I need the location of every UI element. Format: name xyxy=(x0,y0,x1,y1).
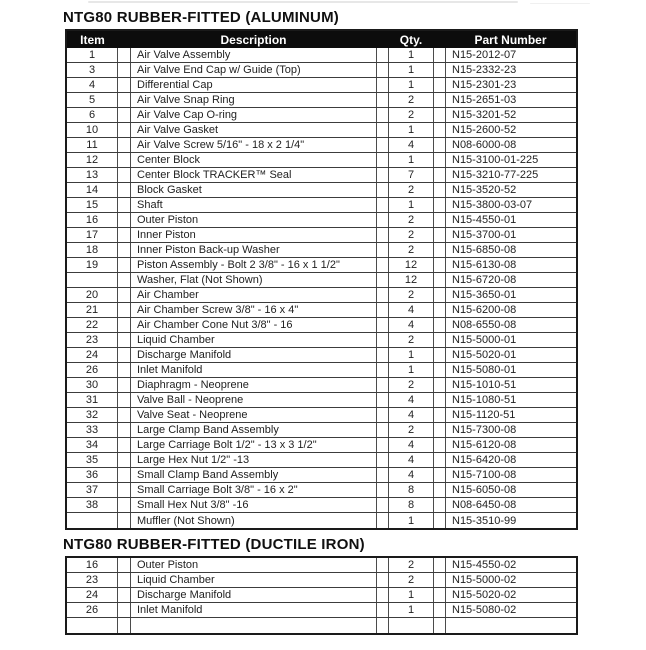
cell-item-number: 22 xyxy=(67,318,118,332)
cell-part-number: N15-2332-23 xyxy=(445,63,576,77)
cell-part-number: N15-6120-08 xyxy=(445,438,576,452)
cell-part-number: N15-7300-08 xyxy=(445,423,576,437)
table-row xyxy=(67,333,576,348)
cell-item-number: 23 xyxy=(67,333,118,347)
cell-part-number: N15-6050-08 xyxy=(445,483,576,497)
cell-item-number: 24 xyxy=(67,588,118,602)
table-row xyxy=(67,318,576,333)
cell-part-number: N15-5080-02 xyxy=(445,603,576,617)
cell-part-number: N15-3201-52 xyxy=(445,108,576,122)
cell-item-number: 38 xyxy=(67,498,118,512)
cell-qty: 1 xyxy=(388,153,434,167)
cell-item-number: 35 xyxy=(67,453,118,467)
cell-part-number: N15-3800-03-07 xyxy=(445,198,576,212)
cell-part-number: N15-3520-52 xyxy=(445,183,576,197)
table-row xyxy=(67,423,576,438)
cell-item-number: 4 xyxy=(67,78,118,92)
cell-qty: 2 xyxy=(388,378,434,392)
cell-description: Large Carriage Bolt 1/2" - 13 x 3 1/2" xyxy=(130,438,377,452)
cell-qty: 4 xyxy=(388,138,434,152)
cell-description: Discharge Manifold xyxy=(130,348,377,362)
cell-description: Air Chamber Cone Nut 3/8" - 16 xyxy=(130,318,377,332)
cell-item-number: 3 xyxy=(67,63,118,77)
cell-part-number: N15-2600-52 xyxy=(445,123,576,137)
column-header-qty: Qty. xyxy=(399,32,423,47)
cell-description: Inlet Manifold xyxy=(130,603,377,617)
table-row xyxy=(67,93,576,108)
cell-part-number: N15-6720-08 xyxy=(445,273,576,287)
cell-part-number: N15-6420-08 xyxy=(445,453,576,467)
table-row xyxy=(67,288,576,303)
cell-qty: 12 xyxy=(388,258,434,272)
cell-item-number: 17 xyxy=(67,228,118,242)
table-row xyxy=(67,168,576,183)
cell-description: Washer, Flat (Not Shown) xyxy=(130,273,377,287)
cell-part-number: N15-6130-08 xyxy=(445,258,576,272)
cell-part-number: N15-5080-01 xyxy=(445,363,576,377)
cell-description: Outer Piston xyxy=(130,213,377,227)
table-row xyxy=(67,63,576,78)
cell-qty: 2 xyxy=(388,573,434,587)
cell-qty: 7 xyxy=(388,168,434,182)
table-row xyxy=(67,273,576,288)
cell-description: Inner Piston Back-up Washer xyxy=(130,243,377,257)
column-header-part-number: Part Number xyxy=(474,32,547,47)
cell-description: Air Valve Assembly xyxy=(130,48,377,62)
table-row xyxy=(67,573,576,588)
table-row xyxy=(67,498,576,513)
cell-item-number: 30 xyxy=(67,378,118,392)
cell-qty: 2 xyxy=(388,288,434,302)
cell-qty xyxy=(388,618,434,633)
cell-qty: 2 xyxy=(388,213,434,227)
section-title-ductile-iron: NTG80 RUBBER-FITTED (DUCTILE IRON) xyxy=(63,536,365,553)
cell-qty: 1 xyxy=(388,63,434,77)
cell-item-number: 37 xyxy=(67,483,118,497)
cell-item-number: 10 xyxy=(67,123,118,137)
table-row xyxy=(67,213,576,228)
cell-description: Air Valve Gasket xyxy=(130,123,377,137)
cell-qty: 12 xyxy=(388,273,434,287)
cell-description: Shaft xyxy=(130,198,377,212)
scan-artifact xyxy=(88,1,518,3)
cell-part-number: N08-6550-08 xyxy=(445,318,576,332)
table-row xyxy=(67,183,576,198)
cell-description: Air Chamber Screw 3/8" - 16 x 4" xyxy=(130,303,377,317)
cell-item-number: 16 xyxy=(67,213,118,227)
table-header-row xyxy=(67,31,576,48)
section-title-aluminum: NTG80 RUBBER-FITTED (ALUMINUM) xyxy=(63,9,339,26)
cell-qty: 1 xyxy=(388,363,434,377)
cell-part-number: N15-6200-08 xyxy=(445,303,576,317)
cell-item-number: 12 xyxy=(67,153,118,167)
cell-description: Air Valve Snap Ring xyxy=(130,93,377,107)
cell-description: Small Hex Nut 3/8" -16 xyxy=(130,498,377,512)
cell-part-number: N15-2012-07 xyxy=(445,48,576,62)
cell-item-number: 34 xyxy=(67,438,118,452)
table-row xyxy=(67,153,576,168)
cell-qty: 2 xyxy=(388,108,434,122)
cell-part-number: N15-3650-01 xyxy=(445,288,576,302)
cell-description: Small Clamp Band Assembly xyxy=(130,468,377,482)
cell-item-number: 23 xyxy=(67,573,118,587)
cell-item-number: 24 xyxy=(67,348,118,362)
table-row xyxy=(67,483,576,498)
cell-description: Center Block TRACKER™ Seal xyxy=(130,168,377,182)
cell-description: Block Gasket xyxy=(130,183,377,197)
table-row xyxy=(67,393,576,408)
cell-part-number: N15-5020-01 xyxy=(445,348,576,362)
cell-item-number: 13 xyxy=(67,168,118,182)
aluminum-parts-table xyxy=(65,29,578,530)
cell-description: Center Block xyxy=(130,153,377,167)
cell-description: Liquid Chamber xyxy=(130,333,377,347)
cell-item-number: 20 xyxy=(67,288,118,302)
cell-part-number: N15-3700-01 xyxy=(445,228,576,242)
table-row xyxy=(67,228,576,243)
cell-description: Valve Ball - Neoprene xyxy=(130,393,377,407)
cell-description: Muffler (Not Shown) xyxy=(130,513,377,528)
scan-artifact xyxy=(530,3,590,4)
cell-item-number: 26 xyxy=(67,363,118,377)
cell-qty: 4 xyxy=(388,453,434,467)
cell-qty: 1 xyxy=(388,588,434,602)
table-row xyxy=(67,618,576,633)
table-row xyxy=(67,558,576,573)
cell-part-number: N08-6000-08 xyxy=(445,138,576,152)
table-row xyxy=(67,468,576,483)
table-row xyxy=(67,138,576,153)
cell-item-number: 36 xyxy=(67,468,118,482)
cell-item-number: 18 xyxy=(67,243,118,257)
cell-qty: 2 xyxy=(388,183,434,197)
cell-description: Large Clamp Band Assembly xyxy=(130,423,377,437)
cell-qty: 1 xyxy=(388,348,434,362)
cell-item-number: 15 xyxy=(67,198,118,212)
cell-item-number: 19 xyxy=(67,258,118,272)
cell-description: Air Chamber xyxy=(130,288,377,302)
cell-part-number: N15-1080-51 xyxy=(445,393,576,407)
cell-description: Diaphragm - Neoprene xyxy=(130,378,377,392)
cell-qty: 2 xyxy=(388,423,434,437)
table-row xyxy=(67,438,576,453)
cell-part-number: N15-5000-02 xyxy=(445,573,576,587)
cell-qty: 4 xyxy=(388,303,434,317)
cell-part-number xyxy=(445,618,576,633)
cell-description: Inlet Manifold xyxy=(130,363,377,377)
cell-qty: 2 xyxy=(388,333,434,347)
table-row xyxy=(67,453,576,468)
cell-part-number: N15-4550-02 xyxy=(445,558,576,572)
cell-qty: 2 xyxy=(388,243,434,257)
table-row xyxy=(67,363,576,378)
cell-description: Valve Seat - Neoprene xyxy=(130,408,377,422)
cell-description: Discharge Manifold xyxy=(130,588,377,602)
cell-item-number: 26 xyxy=(67,603,118,617)
cell-description xyxy=(130,618,377,633)
cell-description: Large Hex Nut 1/2" -13 xyxy=(130,453,377,467)
cell-part-number: N15-1120-51 xyxy=(445,408,576,422)
cell-part-number: N08-6450-08 xyxy=(445,498,576,512)
table-row xyxy=(67,258,576,273)
cell-part-number: N15-5020-02 xyxy=(445,588,576,602)
cell-item-number: 6 xyxy=(67,108,118,122)
cell-description: Small Carriage Bolt 3/8" - 16 x 2" xyxy=(130,483,377,497)
column-header-item: Item xyxy=(80,32,105,47)
cell-item-number: 32 xyxy=(67,408,118,422)
cell-qty: 8 xyxy=(388,498,434,512)
cell-qty: 2 xyxy=(388,558,434,572)
cell-description: Air Valve Screw 5/16" - 18 x 2 1/4" xyxy=(130,138,377,152)
ductile-iron-parts-table xyxy=(65,556,578,635)
cell-description: Air Valve Cap O-ring xyxy=(130,108,377,122)
cell-part-number: N15-3210-77-225 xyxy=(445,168,576,182)
cell-part-number: N15-5000-01 xyxy=(445,333,576,347)
cell-description: Air Valve End Cap w/ Guide (Top) xyxy=(130,63,377,77)
table-row xyxy=(67,243,576,258)
cell-qty: 1 xyxy=(388,198,434,212)
cell-part-number: N15-2301-23 xyxy=(445,78,576,92)
table-row xyxy=(67,78,576,93)
cell-item-number: 21 xyxy=(67,303,118,317)
cell-qty: 2 xyxy=(388,93,434,107)
cell-part-number: N15-2651-03 xyxy=(445,93,576,107)
cell-qty: 1 xyxy=(388,513,434,528)
cell-item-number: 1 xyxy=(67,48,118,62)
cell-qty: 1 xyxy=(388,123,434,137)
table-row xyxy=(67,408,576,423)
cell-item-number: 31 xyxy=(67,393,118,407)
cell-part-number: N15-3510-99 xyxy=(445,513,576,528)
cell-qty: 4 xyxy=(388,438,434,452)
cell-item-number: 16 xyxy=(67,558,118,572)
cell-part-number: N15-7100-08 xyxy=(445,468,576,482)
cell-item-number xyxy=(67,513,118,528)
cell-qty: 4 xyxy=(388,318,434,332)
cell-description: Liquid Chamber xyxy=(130,573,377,587)
cell-qty: 4 xyxy=(388,393,434,407)
cell-item-number: 14 xyxy=(67,183,118,197)
table-row xyxy=(67,348,576,363)
cell-description: Piston Assembly - Bolt 2 3/8" - 16 x 1 1/2" xyxy=(130,258,377,272)
cell-part-number: N15-3100-01-225 xyxy=(445,153,576,167)
cell-part-number: N15-1010-51 xyxy=(445,378,576,392)
table-row xyxy=(67,513,576,528)
cell-item-number xyxy=(67,618,118,633)
table-row xyxy=(67,48,576,63)
aluminum-table-body xyxy=(67,48,576,528)
table-row xyxy=(67,378,576,393)
cell-item-number: 5 xyxy=(67,93,118,107)
cell-item-number: 11 xyxy=(67,138,118,152)
table-row xyxy=(67,108,576,123)
cell-qty: 2 xyxy=(388,228,434,242)
cell-description: Differential Cap xyxy=(130,78,377,92)
cell-qty: 4 xyxy=(388,468,434,482)
ductile-iron-table-body xyxy=(67,558,576,633)
column-header-description: Description xyxy=(220,32,287,47)
table-row xyxy=(67,588,576,603)
cell-item-number: 33 xyxy=(67,423,118,437)
cell-part-number: N15-4550-01 xyxy=(445,213,576,227)
cell-qty: 1 xyxy=(388,78,434,92)
cell-description: Inner Piston xyxy=(130,228,377,242)
cell-qty: 1 xyxy=(388,48,434,62)
cell-part-number: N15-6850-08 xyxy=(445,243,576,257)
table-row xyxy=(67,303,576,318)
table-row xyxy=(67,123,576,138)
table-row xyxy=(67,198,576,213)
cell-item-number xyxy=(67,273,118,287)
table-row xyxy=(67,603,576,618)
cell-qty: 8 xyxy=(388,483,434,497)
cell-qty: 1 xyxy=(388,603,434,617)
cell-description: Outer Piston xyxy=(130,558,377,572)
cell-qty: 4 xyxy=(388,408,434,422)
